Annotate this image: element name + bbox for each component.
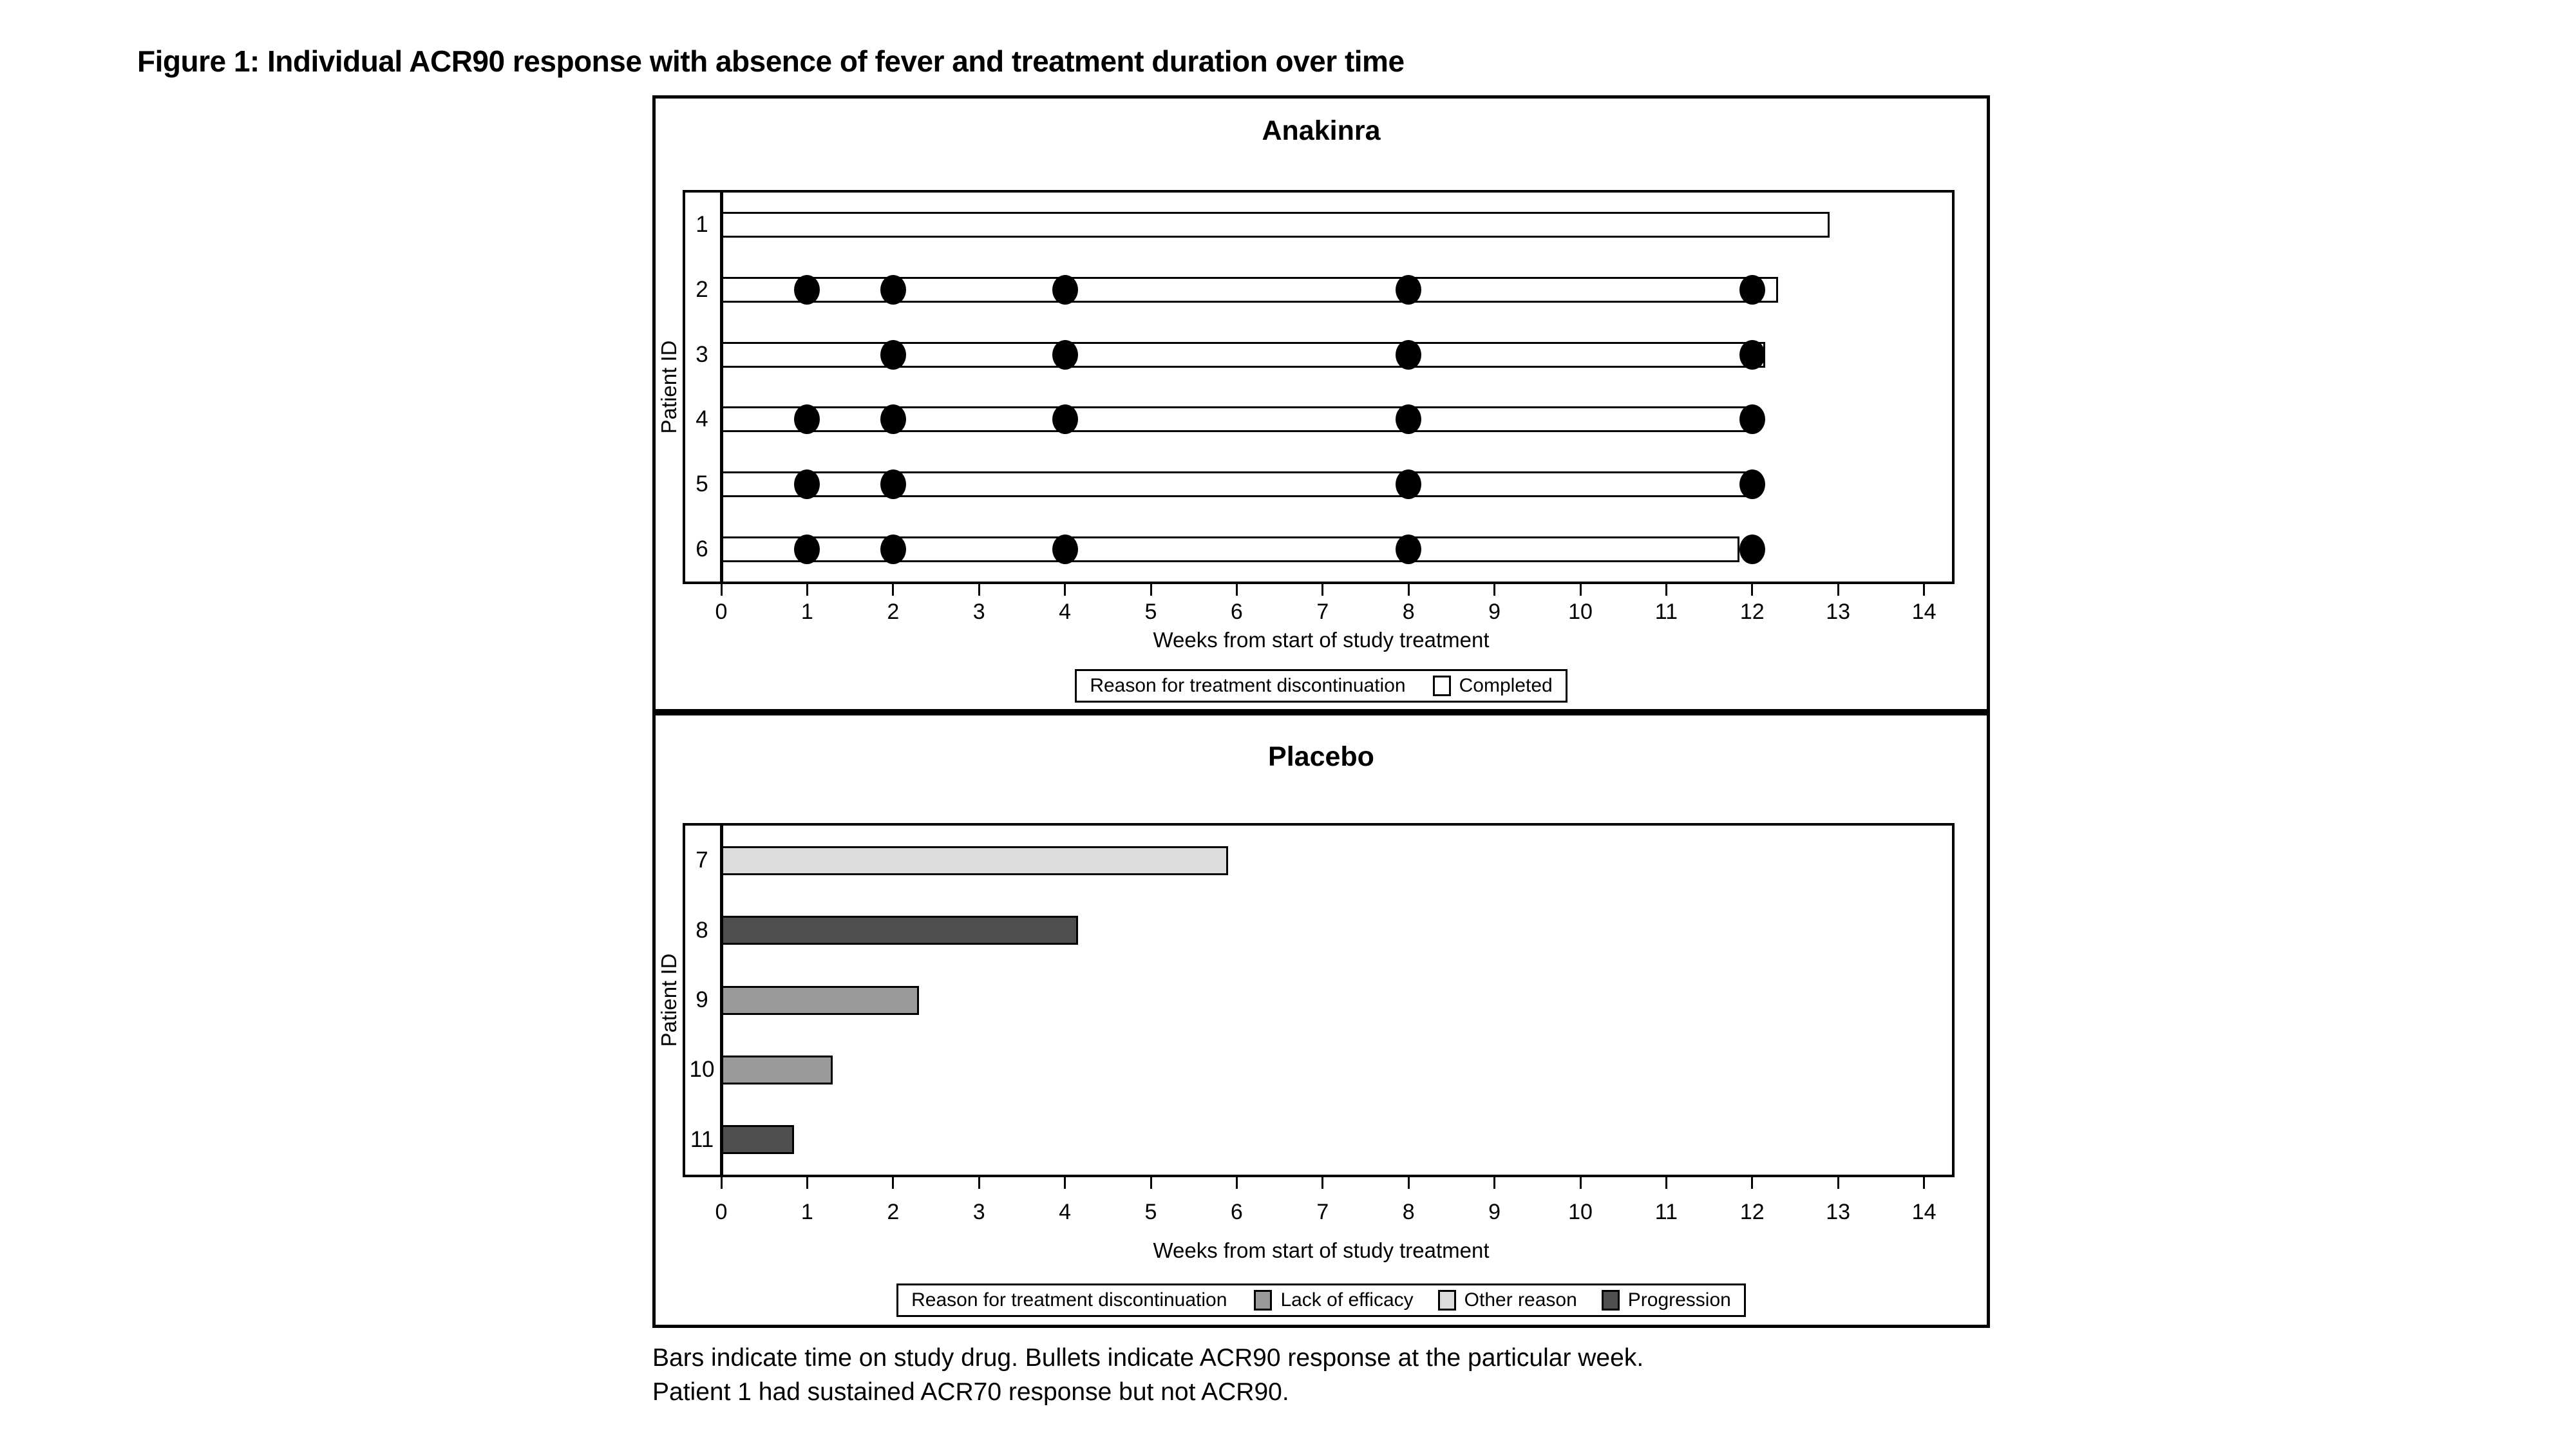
acr90-bullet bbox=[1052, 340, 1078, 370]
x-tick-label: 12 bbox=[1739, 1200, 1765, 1224]
x-tick bbox=[892, 584, 894, 596]
legend-item-label: Other reason bbox=[1464, 1289, 1577, 1311]
x-tick bbox=[978, 1177, 980, 1189]
plot-area-anakinra bbox=[683, 190, 1955, 584]
y-axis-label: Patient ID bbox=[657, 953, 681, 1047]
legend-item bbox=[1602, 1289, 1731, 1311]
figure-caption bbox=[652, 1341, 1643, 1409]
x-tick-label: 5 bbox=[1144, 600, 1157, 624]
x-tick bbox=[1064, 1177, 1066, 1189]
x-tick-label: 1 bbox=[800, 600, 813, 624]
x-tick-label: 7 bbox=[1316, 1200, 1329, 1224]
legend-items bbox=[1433, 675, 1553, 697]
bar-patient-5 bbox=[721, 471, 1752, 497]
x-tick bbox=[1150, 1177, 1152, 1189]
acr90-bullet bbox=[1052, 404, 1078, 434]
legend-anakinra bbox=[656, 669, 1987, 703]
legend-swatch bbox=[1438, 1290, 1456, 1311]
x-tick bbox=[1493, 1177, 1495, 1189]
legend-item-label: Completed bbox=[1459, 675, 1553, 696]
x-tick bbox=[1665, 1177, 1667, 1189]
bar-patient-8 bbox=[721, 916, 1078, 945]
legend-placebo bbox=[656, 1283, 1987, 1317]
x-tick-label: 10 bbox=[1568, 1200, 1593, 1224]
x-tick bbox=[1321, 1177, 1323, 1189]
x-tick-label: 13 bbox=[1826, 1200, 1851, 1224]
bar-patient-1 bbox=[721, 212, 1830, 238]
acr90-bullet bbox=[1052, 275, 1078, 305]
caption-line-1: Bars indicate time on study drug. Bullets indicate ACR90 response at the particular week. bbox=[652, 1344, 1644, 1372]
legend-swatch bbox=[1433, 676, 1451, 696]
legend-item-label: Lack of efficacy bbox=[1280, 1289, 1414, 1311]
x-tick bbox=[806, 1177, 808, 1189]
x-tick bbox=[978, 584, 980, 596]
x-tick bbox=[1837, 584, 1839, 596]
x-tick-label: 9 bbox=[1488, 600, 1501, 624]
acr90-bullet bbox=[880, 275, 906, 305]
x-tick-label: 3 bbox=[972, 1200, 985, 1224]
x-tick bbox=[1923, 584, 1925, 596]
anakinra-panel bbox=[652, 95, 1990, 712]
x-axis-label: Weeks from start of study treatment bbox=[1153, 1238, 1490, 1262]
patient-id-label: 11 bbox=[690, 1126, 714, 1152]
patient-id-label: 1 bbox=[696, 212, 708, 238]
legend-item bbox=[1433, 675, 1553, 697]
acr90-bullet bbox=[1739, 535, 1765, 564]
x-tick-label: 13 bbox=[1826, 600, 1851, 624]
patient-id-label: 3 bbox=[696, 341, 708, 367]
legend-item bbox=[1254, 1289, 1413, 1311]
acr90-bullet bbox=[880, 340, 906, 370]
panel-title-placebo: Placebo bbox=[1268, 741, 1374, 772]
x-axis-label: Weeks from start of study treatment bbox=[1153, 628, 1490, 652]
x-tick-label: 6 bbox=[1230, 600, 1243, 624]
patient-id-label: 8 bbox=[696, 917, 708, 943]
legend-item-label: Progression bbox=[1627, 1289, 1731, 1311]
x-tick-label: 11 bbox=[1654, 600, 1678, 624]
acr90-bullet bbox=[1739, 469, 1765, 499]
y-axis-label: Patient ID bbox=[657, 340, 681, 434]
x-tick-label: 14 bbox=[1911, 600, 1937, 624]
x-tick bbox=[1236, 1177, 1238, 1189]
x-tick bbox=[1580, 584, 1582, 596]
patient-id-label: 4 bbox=[696, 406, 708, 432]
x-tick-label: 12 bbox=[1739, 600, 1765, 624]
acr90-bullet bbox=[1739, 275, 1765, 305]
bar-patient-9 bbox=[721, 986, 919, 1015]
x-tick bbox=[1236, 584, 1238, 596]
acr90-bullet bbox=[1396, 275, 1421, 305]
x-tick bbox=[1321, 584, 1323, 596]
legend-title: Reason for treatment discontinuation bbox=[911, 1289, 1227, 1311]
plot-area-placebo bbox=[683, 823, 1955, 1177]
acr90-bullet bbox=[1396, 535, 1421, 564]
x-tick bbox=[1493, 584, 1495, 596]
patient-id-label: 2 bbox=[696, 277, 708, 302]
bar-patient-10 bbox=[721, 1056, 833, 1084]
legend-title: Reason for treatment discontinuation bbox=[1090, 675, 1406, 696]
acr90-bullet bbox=[1396, 340, 1421, 370]
legend-items bbox=[1254, 1289, 1730, 1311]
x-tick-label: 14 bbox=[1911, 1200, 1937, 1224]
acr90-bullet bbox=[880, 535, 906, 564]
x-tick-label: 8 bbox=[1402, 600, 1415, 624]
x-tick bbox=[1923, 1177, 1925, 1189]
x-tick bbox=[721, 1177, 723, 1189]
x-tick-label: 3 bbox=[972, 600, 985, 624]
x-tick bbox=[1408, 584, 1410, 596]
x-tick-label: 10 bbox=[1568, 600, 1593, 624]
x-tick bbox=[1751, 584, 1753, 596]
legend-swatch bbox=[1254, 1290, 1272, 1311]
x-tick-label: 1 bbox=[800, 1200, 813, 1224]
x-tick-label: 0 bbox=[715, 1200, 728, 1224]
x-tick-label: 4 bbox=[1059, 600, 1072, 624]
bar-patient-11 bbox=[721, 1125, 794, 1154]
patient-id-label: 10 bbox=[689, 1057, 715, 1083]
x-tick-label: 2 bbox=[887, 1200, 900, 1224]
x-tick-label: 9 bbox=[1488, 1200, 1501, 1224]
x-tick bbox=[1408, 1177, 1410, 1189]
acr90-bullet bbox=[1739, 340, 1765, 370]
acr90-bullet bbox=[880, 404, 906, 434]
legend-swatch bbox=[1602, 1290, 1620, 1311]
x-tick bbox=[1580, 1177, 1582, 1189]
x-tick-label: 11 bbox=[1654, 1200, 1678, 1224]
x-tick-label: 2 bbox=[887, 600, 900, 624]
x-tick bbox=[721, 584, 723, 596]
x-tick-label: 7 bbox=[1316, 600, 1329, 624]
bar-patient-7 bbox=[721, 846, 1228, 875]
patient-id-label: 9 bbox=[696, 987, 708, 1012]
x-tick bbox=[1665, 584, 1667, 596]
patient-id-label: 7 bbox=[696, 848, 708, 873]
acr90-bullet bbox=[1052, 535, 1078, 564]
x-tick bbox=[806, 584, 808, 596]
x-tick bbox=[1837, 1177, 1839, 1189]
acr90-bullet bbox=[880, 469, 906, 499]
x-tick-label: 5 bbox=[1144, 1200, 1157, 1224]
caption-line-2: Patient 1 had sustained ACR70 response but not ACR90. bbox=[652, 1378, 1289, 1406]
bar-patient-4 bbox=[721, 406, 1752, 432]
x-tick-label: 8 bbox=[1402, 1200, 1415, 1224]
x-tick-label: 6 bbox=[1230, 1200, 1243, 1224]
x-tick bbox=[892, 1177, 894, 1189]
x-tick bbox=[1751, 1177, 1753, 1189]
acr90-bullet bbox=[1396, 469, 1421, 499]
patient-id-label: 5 bbox=[696, 471, 708, 497]
acr90-bullet bbox=[1739, 404, 1765, 434]
figure-title: Figure 1: Individual ACR90 response with absence of fever and treatment duration over time bbox=[137, 44, 1405, 78]
placebo-panel bbox=[652, 712, 1990, 1328]
patient-id-label: 6 bbox=[696, 536, 708, 562]
y-axis-line bbox=[720, 193, 723, 582]
bar-patient-3 bbox=[721, 342, 1765, 368]
x-tick bbox=[1150, 584, 1152, 596]
panel-title-anakinra: Anakinra bbox=[1262, 115, 1381, 146]
acr90-bullet bbox=[794, 535, 820, 564]
x-tick bbox=[1064, 584, 1066, 596]
legend-item bbox=[1438, 1289, 1577, 1311]
bar-patient-6 bbox=[721, 536, 1739, 562]
x-tick-label: 4 bbox=[1059, 1200, 1072, 1224]
x-tick-label: 0 bbox=[715, 600, 728, 624]
